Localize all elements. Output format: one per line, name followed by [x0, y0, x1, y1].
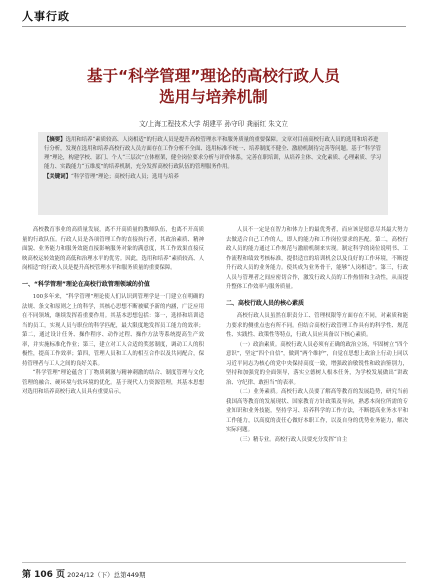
header-divider: [22, 26, 406, 27]
section2-heading: 二、高校行政人员的核心素质: [226, 299, 305, 307]
keywords-label: 【关键词】: [44, 174, 71, 181]
section2-paragraph-3: （二）业务素质。高校行政人员要了解高等教育的发展趋势，研究当前我国高等教育的发展现状、国家教育方针政策及导向，熟悉本岗位所需的专业知识和业务技能，坚持学习、培养科学的工作方法，不断提高业务水平和工作能力，以高度的责任心做好本职工作，以及自身的优势业务能力，解决实际问题。: [226, 389, 408, 433]
body-column-right: [226, 226, 408, 445]
section2-paragraph-2: （一）政治素质。高校行政人员必须有正确的政治立场，牢固树立“四个意识”，坚定“四个自信”，做到“两个维护”，自觉在思想上政治上行动上同以习近平同志为核心的党中央保持高度一致，增强政治敏锐性和政治鉴别力，坚持和加强党的全面领导，落实立德树人根本任务，为学校发展做出“讲政治、守纪律、敢担当”的表率。: [226, 341, 408, 386]
section1-paragraph-2: “科学管理”理论蕴含丁丁物质刺激与精神刺激的结合、制度管理与文化管理的融合、硬环境与软环境的优化。基于现代人力资源管理，其基本思想对选用和培养高校行政人员具有重要启示。: [22, 370, 204, 395]
section2-paragraph-4: （三）精专业。高校行政人员要充分发挥“自主: [236, 436, 348, 443]
abstract: [44, 136, 382, 172]
keywords-text: “科学管理”理论；高校行政人员；选用与培养: [70, 174, 179, 181]
section1-heading: 一、“科学管理”理论在高校行政管理领域的价值: [22, 280, 150, 288]
abstract-text: 选用和培养“素质较高、人岗相适”的行政人员是提升高校管理水平和服务质量的重要保障。文章对目前高校行政人员的选用和培养进行分析，发现在选用和培养高校行政人员方面存在工作分析不全面、选用标准不统一、培养制度不健全、激励机制待完善等问题。基于“科学管理”理论，构建学校、部门、个人“三层次”立体框架，健全岗位要求分析与评价体系，完善在职培训，从培养主体、文化素质、心理素质、学习能力、实践能力“五维度”的培养机制，充分发挥高校行政队伍的管理服务作用。: [44, 137, 382, 171]
issue-info: 2024/12（下）总第449期: [67, 571, 146, 579]
section2-paragraph-1: 高校行政人员虽然在职责分工、管理权限等方面存在不同，对素质和能力要求的侧重点也有所不同。但结合高校行政管理工作具有的科学性、规范性、实践性、政策性等特点，行政人员应具备以下核心素质。: [226, 313, 408, 338]
right-paragraph-1: 人员不一定是在智力和体力上的最优秀者，而应该是愿意尽其最大努力去做适合自己工作的人，即人的能力和工作岗位要求的匹配。第二，高校行政人员的能力通过工作规范与激励机制来实现。制定科学的岗位说明书、工作流程和绩效考核标准，提供适宜的培训机会以及良好的工作环境，不断提升行政人员的业务能力。使其成为业务骨干，能够“人岗相适”。第三，行政人员与管理者之间应密切合作，激发行政人员的工作热情和主动性，从而提升整体工作效率与服务质量。: [226, 227, 408, 290]
section-tag: 人事行政: [22, 10, 70, 23]
section1-paragraph-1: 100多年来，“科学管理”理论使人们认识到管理学是一门建立在明确的法规、条文和原则之上的科学，其核心思想不断被赋予新的内涵，广泛应用在不同领域，继续发挥着重要作用。其基本思想包括：第一，选择和培训适当的员工，实现人员与职位的科学匹配，最大限度地发挥员工能力的效率；第二，通过设计任务、操作程序、动作过程、操作方法等系统提高生产效率，并实施标准化作业；第三，建立对工人合适的奖惩制度，调动工人的积极性，提高工作效率；第四，管理人员和工人的相互合作以及共同配合，保持管理者与工人之间的良好关系。: [22, 294, 204, 367]
article-authors: 文/上海工程技术大学 胡建平 孙守印 龚丽红 朱文立: [138, 120, 289, 128]
page-number: 第 106 页: [22, 570, 66, 580]
keywords: [44, 173, 382, 182]
body-column-left: [22, 226, 204, 398]
article-title-line2: 选用与培养机制: [159, 88, 268, 106]
page-footer: [22, 567, 146, 580]
article-title-line1: 基于“科学管理”理论的高校行政人员: [87, 67, 340, 85]
abstract-box: [38, 132, 388, 215]
intro-paragraph: 高校教育事业的高质量发展，离不开高质量的教师队伍，也离不开高质量的行政队伍。行政人员是各项管理工作的直接执行者，其政治素质、精神面貌、业务能力和服务效能直接影响服务对象的满意度，其工作效果直接反映高校运转效能的高低和治理水平的优劣。因此，选用和培养“素质较高、人岗相适”的行政人员是提升高校管理水平和服务质量的重要保障。: [22, 227, 204, 271]
footer-divider: [22, 562, 406, 563]
abstract-label: 【摘要】: [44, 137, 66, 143]
